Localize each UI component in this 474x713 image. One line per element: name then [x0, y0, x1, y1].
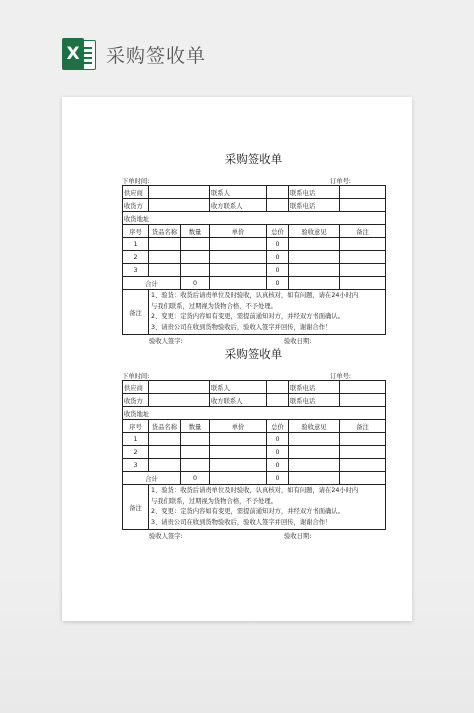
sum-row: [123, 277, 386, 290]
col-header-item: 货品名称: [149, 420, 181, 433]
sum-label: 合计: [123, 277, 181, 290]
receiver-label: 收货方: [123, 199, 149, 212]
item-cell[interactable]: [149, 264, 181, 277]
sum-total: 0: [267, 472, 289, 485]
row-no: 3: [123, 264, 149, 277]
order-time-label: 下单时间:: [122, 373, 150, 380]
receiver-phone-value[interactable]: [340, 199, 386, 212]
signer-label: 验收人签字:: [149, 338, 183, 345]
sum-opinion-cell: [289, 472, 340, 485]
receipt-table: [122, 185, 386, 335]
receiver-contact-value[interactable]: [267, 394, 289, 407]
receiver-phone-value[interactable]: [340, 394, 386, 407]
supplier-row: [123, 186, 386, 199]
address-row: [123, 212, 386, 225]
notes-row: [123, 290, 386, 335]
receiver-phone-label: 联系电话: [289, 394, 340, 407]
contact-label: 联系人: [210, 186, 267, 199]
file-title: 采购签收单: [106, 44, 207, 67]
order-time-label: 下单时间:: [122, 178, 150, 185]
address-row: [123, 407, 386, 420]
remark-cell[interactable]: [340, 459, 386, 472]
col-header-no: 序号: [123, 225, 149, 238]
form-meta: [122, 176, 385, 185]
sum-total: 0: [267, 277, 289, 290]
note-line: 3、请贵公司在收到货物验收后，验收人签字并回传，谢谢合作！: [151, 323, 332, 331]
receipt-form-1: [122, 150, 385, 345]
table-row: [123, 446, 386, 459]
note-line: 1、验货：收货后请责单位及时验收，认真核对，如有问题，请在24小时内: [151, 487, 359, 494]
price-cell[interactable]: [210, 446, 267, 459]
phone-value[interactable]: [340, 381, 386, 394]
price-cell[interactable]: [210, 433, 267, 446]
contact-value[interactable]: [267, 381, 289, 394]
notes-label: 备注: [123, 290, 149, 335]
price-cell[interactable]: [210, 251, 267, 264]
receiver-contact-label: 收方联系人: [210, 199, 267, 212]
opinion-cell[interactable]: [289, 446, 340, 459]
col-header-opinion: 验收意见: [289, 420, 340, 433]
date-label: 验收日期:: [284, 533, 312, 540]
form-title: 采购签收单: [224, 347, 283, 361]
row-no: 3: [123, 459, 149, 472]
opinion-cell[interactable]: [289, 238, 340, 251]
notes-text: [149, 290, 386, 335]
row-total: 0: [267, 264, 289, 277]
supplier-value[interactable]: [149, 186, 210, 199]
item-cell[interactable]: [149, 446, 181, 459]
qty-cell[interactable]: [181, 433, 210, 446]
column-header-row: [123, 225, 386, 238]
opinion-cell[interactable]: [289, 264, 340, 277]
col-header-qty: 数量: [181, 225, 210, 238]
qty-cell[interactable]: [181, 251, 210, 264]
remark-cell[interactable]: [340, 446, 386, 459]
remark-cell[interactable]: [340, 251, 386, 264]
column-header-row: [123, 420, 386, 433]
receiver-phone-label: 联系电话: [289, 199, 340, 212]
col-header-total: 总价: [267, 225, 289, 238]
opinion-cell[interactable]: [289, 459, 340, 472]
note-line: 与我们联系，过期视为货物合格，不予处理。: [151, 497, 277, 505]
sum-price-cell: [210, 472, 267, 485]
col-header-remark: 备注: [340, 225, 386, 238]
sum-opinion-cell: [289, 277, 340, 290]
contact-label: 联系人: [210, 381, 267, 394]
table-row: [123, 433, 386, 446]
row-no: 1: [123, 433, 149, 446]
order-no-label: 订单号:: [330, 178, 352, 185]
table-row: [123, 459, 386, 472]
opinion-cell[interactable]: [289, 433, 340, 446]
note-line: 2、变更：定货内容如有变更，需提前通知对方，并经双方书面确认。: [151, 313, 344, 320]
row-total: 0: [267, 446, 289, 459]
row-no: 2: [123, 251, 149, 264]
sum-row: [123, 472, 386, 485]
item-cell[interactable]: [149, 433, 181, 446]
note-line: 2、变更：定货内容如有变更，需提前通知对方，并经双方书面确认。: [151, 508, 344, 515]
phone-label: 联系电话: [289, 381, 340, 394]
col-header-total: 总价: [267, 420, 289, 433]
file-header: [62, 36, 206, 72]
row-no: 2: [123, 446, 149, 459]
sum-qty: 0: [181, 277, 210, 290]
col-header-no: 序号: [123, 420, 149, 433]
row-total: 0: [267, 238, 289, 251]
table-row: [123, 251, 386, 264]
row-total: 0: [267, 433, 289, 446]
phone-label: 联系电话: [289, 186, 340, 199]
notes-text: [149, 485, 386, 530]
excel-icon: X: [62, 38, 96, 70]
sum-qty: 0: [181, 472, 210, 485]
notes-label: 备注: [123, 485, 149, 530]
table-row: [123, 238, 386, 251]
receipt-table: [122, 380, 386, 530]
qty-cell[interactable]: [181, 446, 210, 459]
qty-cell[interactable]: [181, 459, 210, 472]
item-cell[interactable]: [149, 238, 181, 251]
contact-value[interactable]: [267, 186, 289, 199]
row-total: 0: [267, 459, 289, 472]
col-header-price: 单价: [210, 225, 267, 238]
signature-line: [122, 335, 385, 345]
receiver-value[interactable]: [149, 199, 210, 212]
phone-value[interactable]: [340, 186, 386, 199]
qty-cell[interactable]: [181, 238, 210, 251]
receiver-row: [123, 394, 386, 407]
receiver-label: 收货方: [123, 394, 149, 407]
col-header-qty: 数量: [181, 420, 210, 433]
remark-cell[interactable]: [340, 264, 386, 277]
date-label: 验收日期:: [284, 338, 312, 345]
table-row: [123, 264, 386, 277]
col-header-remark: 备注: [340, 420, 386, 433]
sum-remark-cell: [340, 277, 386, 290]
price-cell[interactable]: [210, 264, 267, 277]
address-label[interactable]: 收货地址: [123, 407, 386, 420]
supplier-label: 供应商: [123, 186, 149, 199]
sum-price-cell: [210, 277, 267, 290]
document-page: [62, 97, 412, 621]
sum-remark-cell: [340, 472, 386, 485]
qty-cell[interactable]: [181, 264, 210, 277]
receiver-contact-value[interactable]: [267, 199, 289, 212]
receipt-form-2: [122, 345, 385, 540]
col-header-price: 单价: [210, 420, 267, 433]
supplier-value[interactable]: [149, 381, 210, 394]
note-line: 1、验货：收货后请责单位及时验收，认真核对，如有问题，请在24小时内: [151, 292, 359, 299]
remark-cell[interactable]: [340, 433, 386, 446]
form-title: 采购签收单: [224, 152, 283, 166]
signature-line: [122, 530, 385, 540]
opinion-cell[interactable]: [289, 251, 340, 264]
remark-cell[interactable]: [340, 238, 386, 251]
note-line: 3、请贵公司在收到货物验收后，验收人签字并回传，谢谢合作！: [151, 518, 332, 526]
address-label[interactable]: 收货地址: [123, 212, 386, 225]
notes-row: [123, 485, 386, 530]
receiver-contact-label: 收方联系人: [210, 394, 267, 407]
form-meta: [122, 371, 385, 380]
note-line: 与我们联系，过期视为货物合格，不予处理。: [151, 302, 277, 310]
supplier-row: [123, 381, 386, 394]
supplier-label: 供应商: [123, 381, 149, 394]
sum-label: 合计: [123, 472, 181, 485]
col-header-opinion: 验收意见: [289, 225, 340, 238]
order-no-label: 订单号:: [330, 373, 352, 380]
row-no: 1: [123, 238, 149, 251]
item-cell[interactable]: [149, 459, 181, 472]
price-cell[interactable]: [210, 238, 267, 251]
item-cell[interactable]: [149, 251, 181, 264]
signer-label: 验收人签字:: [149, 533, 183, 540]
receiver-value[interactable]: [149, 394, 210, 407]
receiver-row: [123, 199, 386, 212]
row-total: 0: [267, 251, 289, 264]
price-cell[interactable]: [210, 459, 267, 472]
col-header-item: 货品名称: [149, 225, 181, 238]
